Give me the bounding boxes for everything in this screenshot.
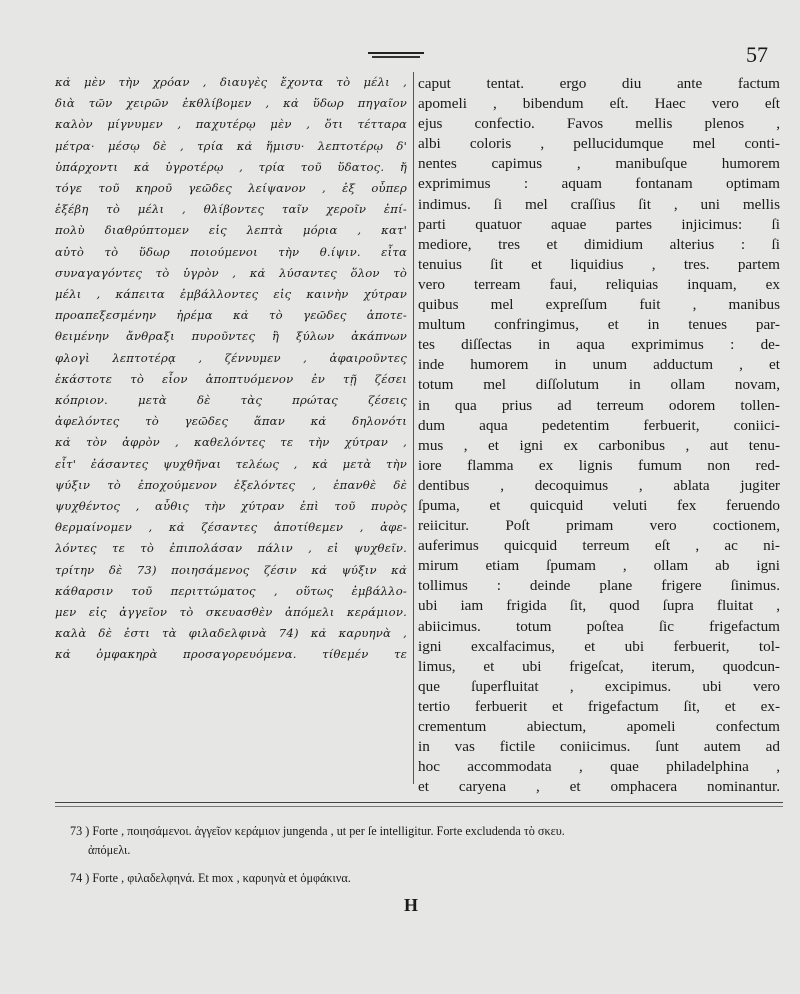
text-line: mus , et igni ex carbonibus , aut tenu- [418, 436, 780, 454]
text-line: αὐτὸ τὸ ὕδωρ ποιούμενοι τὴν θ.ίψιν. εἶτα [55, 244, 407, 259]
column-divider [413, 72, 414, 784]
text-line: tollimus : deinde plane frigere ſinimus. [418, 577, 780, 595]
text-line: dum aqua pedetentim ferbuerit, coniici- [418, 416, 780, 434]
text-line: προαπεξεσμένην ἠρέμα κα̇ τὸ γεῶδες ἀποτε- [55, 308, 407, 323]
page-number: 57 [746, 42, 768, 67]
text-line: κόπριον. μετὰ δὲ τὰς πρώτας ζέσεις [55, 393, 407, 408]
footnote-74 [70, 869, 770, 888]
text-line: mediore, tres et dimidium alterius : ſi [418, 235, 780, 253]
footnote-text: 74 ) Forte , φιλαδελφηνά. Et mox , καρυηνὰ et ὀμφάκινα. [70, 871, 351, 885]
text-line: apomeli , bibendum eſt. Haec vero eſt [418, 95, 780, 113]
text-line: multum confringimus, et in tenues par- [418, 316, 780, 334]
text-line: ubi iam frigida ſit, quod ſupra fluitat , [418, 597, 780, 615]
greek-text-column [55, 72, 407, 666]
signature-mark: H [403, 895, 418, 915]
text-line: ἑκάστοτε τὸ εἶον ἀποπτυόμενον ἐν τῇ ζέσει [55, 371, 407, 386]
text-line: igni excalfacimus, et ubi ferbuerit, tol- [418, 637, 780, 655]
text-line: ὑπάρχοντι κα̇ ὑγροτέρῳ , τρία τοῦ ὕδατος. ἤ [55, 159, 407, 174]
text-line: κα̇ τὸν ἀφρὸν , καθελόντες τε τὴν χύτραν , [55, 435, 407, 450]
text-line: τόγε τοῦ κηροῦ γεῶδες λείψανον , ἐξ οὗπερ [55, 181, 407, 196]
text-line: abiicimus. totum poſtea ſic frigefactum [418, 617, 780, 635]
text-line: mirum etiam ſpumam , ollam ab igni [418, 557, 780, 575]
text-line: διὰ τῶν χειρῶν ἐκθλίβομεν , κα̇ ὕδωρ πηγαῖον [55, 96, 407, 111]
text-line: εἶτ' ἐάσαντες ψυχθῆναι τελέως , κα̇ μετὰ τὴν [55, 456, 407, 471]
text-line: inde humorem in unum adductum , et [418, 356, 780, 374]
footnote-73 [70, 822, 770, 860]
text-line: limus, et ubi frigeſcat, iterum, quodcun- [418, 657, 780, 675]
text-line: indimus. ſi mel craſſius ſit , uni mellis [418, 195, 780, 213]
latin-text-column [418, 74, 780, 797]
text-line: καλὸν μίγνυμεν , παχυτέρῳ μὲν , ὅτι τέτταρα [55, 117, 407, 132]
text-line: μέτρα· μέσῳ δὲ , τρία κα̇ ἥμισυ· λεπτοτέρῳ δ' [55, 138, 407, 153]
text-line: ψυχθέντος , αὖθις τὴν χύτραν ἐπὶ τοῦ πυρὸς [55, 499, 407, 514]
text-line: crementum abiectum, apomeli confectum [418, 718, 780, 735]
text-line: θειμένην ἄνθραξι πυροῦντες ἢ ξύλων ἀκάπνων [55, 329, 407, 344]
footnotes [70, 822, 770, 897]
text-line: τρίτην δὲ 73) ποιησάμενος ζέσιν κα̇ ψύξιν κα̇ [55, 562, 407, 577]
text-line: κα̇ μὲν τὴν χρόαν , διαυγὲς ἔχοντα τὸ μέλι , [55, 75, 407, 89]
footnote-rule [55, 802, 783, 803]
text-line: hoc accommodata , quae philadelphina , [418, 758, 780, 776]
text-line: tertio ferbuerit et frigefactum ſit, et ex- [418, 697, 780, 715]
text-line: ſpuma, et quicquid veluti fex feruendo [418, 496, 780, 514]
text-line: tes diſſectas in aqua exprimimus : de- [418, 336, 780, 354]
text-line: ejus confectio. Favos mellis plenos , [418, 115, 780, 133]
text-line: reiicitur. Poſt primam vero coctionem, [418, 517, 780, 535]
text-line: in qua prius ad terreum odorem tollen- [418, 396, 780, 414]
text-line: quibus mel expreſſum fuit , manibus [418, 296, 780, 314]
text-line: φλογὶ λεπτοτέρᾳ , ζέννυμεν , ἀφαιροῦντες [55, 350, 407, 365]
text-line: καλὰ δὲ ἐστι τὰ φιλαδελφινὰ 74) κα̇ καρυηνὰ , [55, 626, 407, 641]
text-line: κάθαρσιν τοῦ περιττώματος , οὕτως ἐμβάλλο- [55, 583, 407, 598]
text-line: auferimus quicquid terreum eſt , ac ni- [418, 537, 780, 555]
footnote-text: 73 ) Forte , ποιησάμενοι. ἀγγεῖον κεράμιον jungenda , ut per ſe intelligitur. Forte excludenda τὸ σκευ. [70, 824, 565, 838]
text-line: ἐξέβη τὸ μέλι , θλίβοντες ταῖν χεροῖν ἐπί- [55, 202, 407, 217]
text-line: albi coloris , pellucidumque mel conti- [418, 135, 780, 153]
text-line: que ſuperfluitat , excipimus. ubi vero [418, 677, 780, 695]
text-line: tenuius ſit et liquidius , tres. partem [418, 255, 780, 273]
text-line: κα̇ ὀμφακηρὰ προσαγορευόμενα. τίθεμέν τε [55, 647, 407, 662]
footnote-continuation: ἀπόμελι. [88, 843, 131, 857]
text-line: et caryena , et omphacera nominantur. [418, 778, 780, 796]
text-line: in vas fictile coniicimus. ſunt autem ad [418, 738, 780, 756]
text-line: ἀφελόντες τὸ γεῶδες ἅπαν κα̇ δηλονότι [55, 414, 407, 429]
text-line: iore flamma ex lignis fumum non red- [418, 456, 780, 474]
text-line: μεν εἰς ἀγγεῖον τὸ σκευασθὲν ἀπόμελι κεράμιον. [55, 605, 407, 620]
text-line: μέλι , κάπειτα ἐμβάλλοντες εἰς καινὴν χύτραν [55, 287, 407, 302]
text-line: totum mel diſſolutum in ollam novam, [418, 376, 780, 394]
footnote-rule-secondary [55, 806, 783, 807]
text-line: συναγαγόντες τὸ ὑγρὸν , κα̇ λύσαντες ὅλον τὸ [55, 265, 407, 280]
text-line: λόντες τε τὸ ἐπιπολάσαν πάλιν , εἰ ψυχθεῖν. [55, 541, 407, 556]
text-line: dentibus , decoquimus , ablata jugiter [418, 476, 780, 494]
text-line: exprimimus : aquam fontanam optimam [418, 175, 780, 193]
text-line: parti quatuor aquae partes injicimus: ſi [418, 215, 780, 233]
text-line: caput tentat. ergo diu ante factum [418, 75, 780, 92]
text-line: ψύξιν τὸ ἐποχούμενον ἐξελόντες , ἐπανθὲ δὲ [55, 477, 407, 492]
text-line: πολὺ διαθρύπτομεν εἰς λεπτὰ μόρια , κατ' [55, 223, 407, 238]
text-line: nentes capimus , manibuſque humorem [418, 155, 780, 173]
text-line: θερμαίνομεν , κα̇ ζέσαντες ἀποτίθεμεν , ἀφε- [55, 520, 407, 535]
text-line: vero terream faui, reliquias inquam, ex [418, 275, 780, 293]
header-ornament-rule [368, 52, 424, 59]
